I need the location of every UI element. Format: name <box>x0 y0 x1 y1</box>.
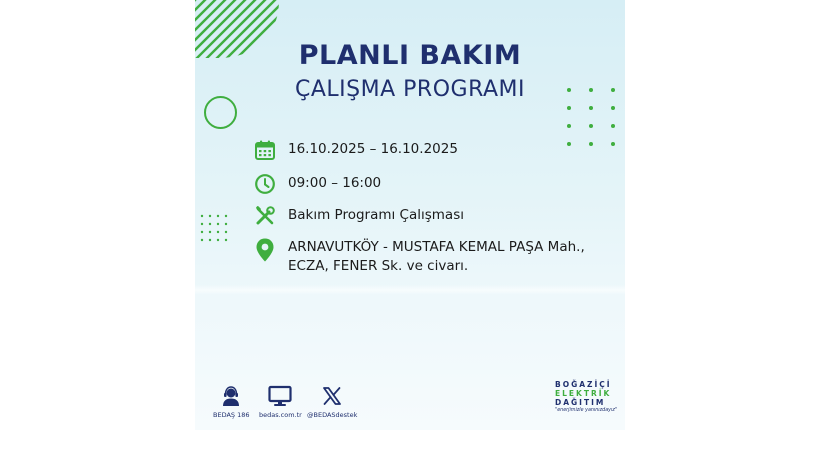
title-line-2: ÇALIŞMA PROGRAMI <box>295 77 525 102</box>
location-pin-icon <box>254 237 276 263</box>
call-center-icon <box>220 385 242 407</box>
footer-web <box>259 385 302 419</box>
location-text <box>288 237 585 276</box>
info-row-time <box>254 173 381 195</box>
title-line-1: PLANLI BAKIM <box>298 40 522 71</box>
location-line-1: ARNAVUTKÖY - MUSTAFA KEMAL PAŞA Mah., <box>288 239 585 255</box>
logo-line-2: ELEKTRİK <box>555 389 612 398</box>
time-text: 09:00 – 16:00 <box>288 175 382 191</box>
decorative-dot-grid-left <box>199 213 235 249</box>
footer-phone-label: BEDAŞ 186 <box>213 411 250 419</box>
logo-line-1: BOĞAZİÇİ <box>555 380 612 389</box>
x-logo-icon <box>321 385 343 407</box>
footer-phone <box>213 385 250 419</box>
footer-web-label: bedas.com.tr <box>259 411 302 419</box>
location-line-2: ECZA, FENER Sk. ve civarı. <box>288 258 469 274</box>
background-haze <box>195 285 625 295</box>
logo-line-3: DAĞITIM <box>555 398 606 407</box>
info-row-dates <box>254 139 458 161</box>
work-type-text: Bakım Programı Çalışması <box>288 207 464 223</box>
maintenance-announcement-card <box>195 0 625 430</box>
logo-slogan: "enerjimizle yanınızdayız" <box>555 408 618 413</box>
monitor-icon <box>268 385 292 407</box>
footer-social <box>307 385 357 419</box>
dates-text: 16.10.2025 – 16.10.2025 <box>288 141 458 157</box>
company-logo <box>555 380 617 414</box>
tools-icon <box>254 205 276 227</box>
footer-social-label: @BEDASdestek <box>307 411 358 419</box>
clock-icon <box>254 173 276 195</box>
info-row-work-type <box>254 205 464 227</box>
info-row-location <box>254 237 585 276</box>
calendar-icon <box>254 139 276 161</box>
